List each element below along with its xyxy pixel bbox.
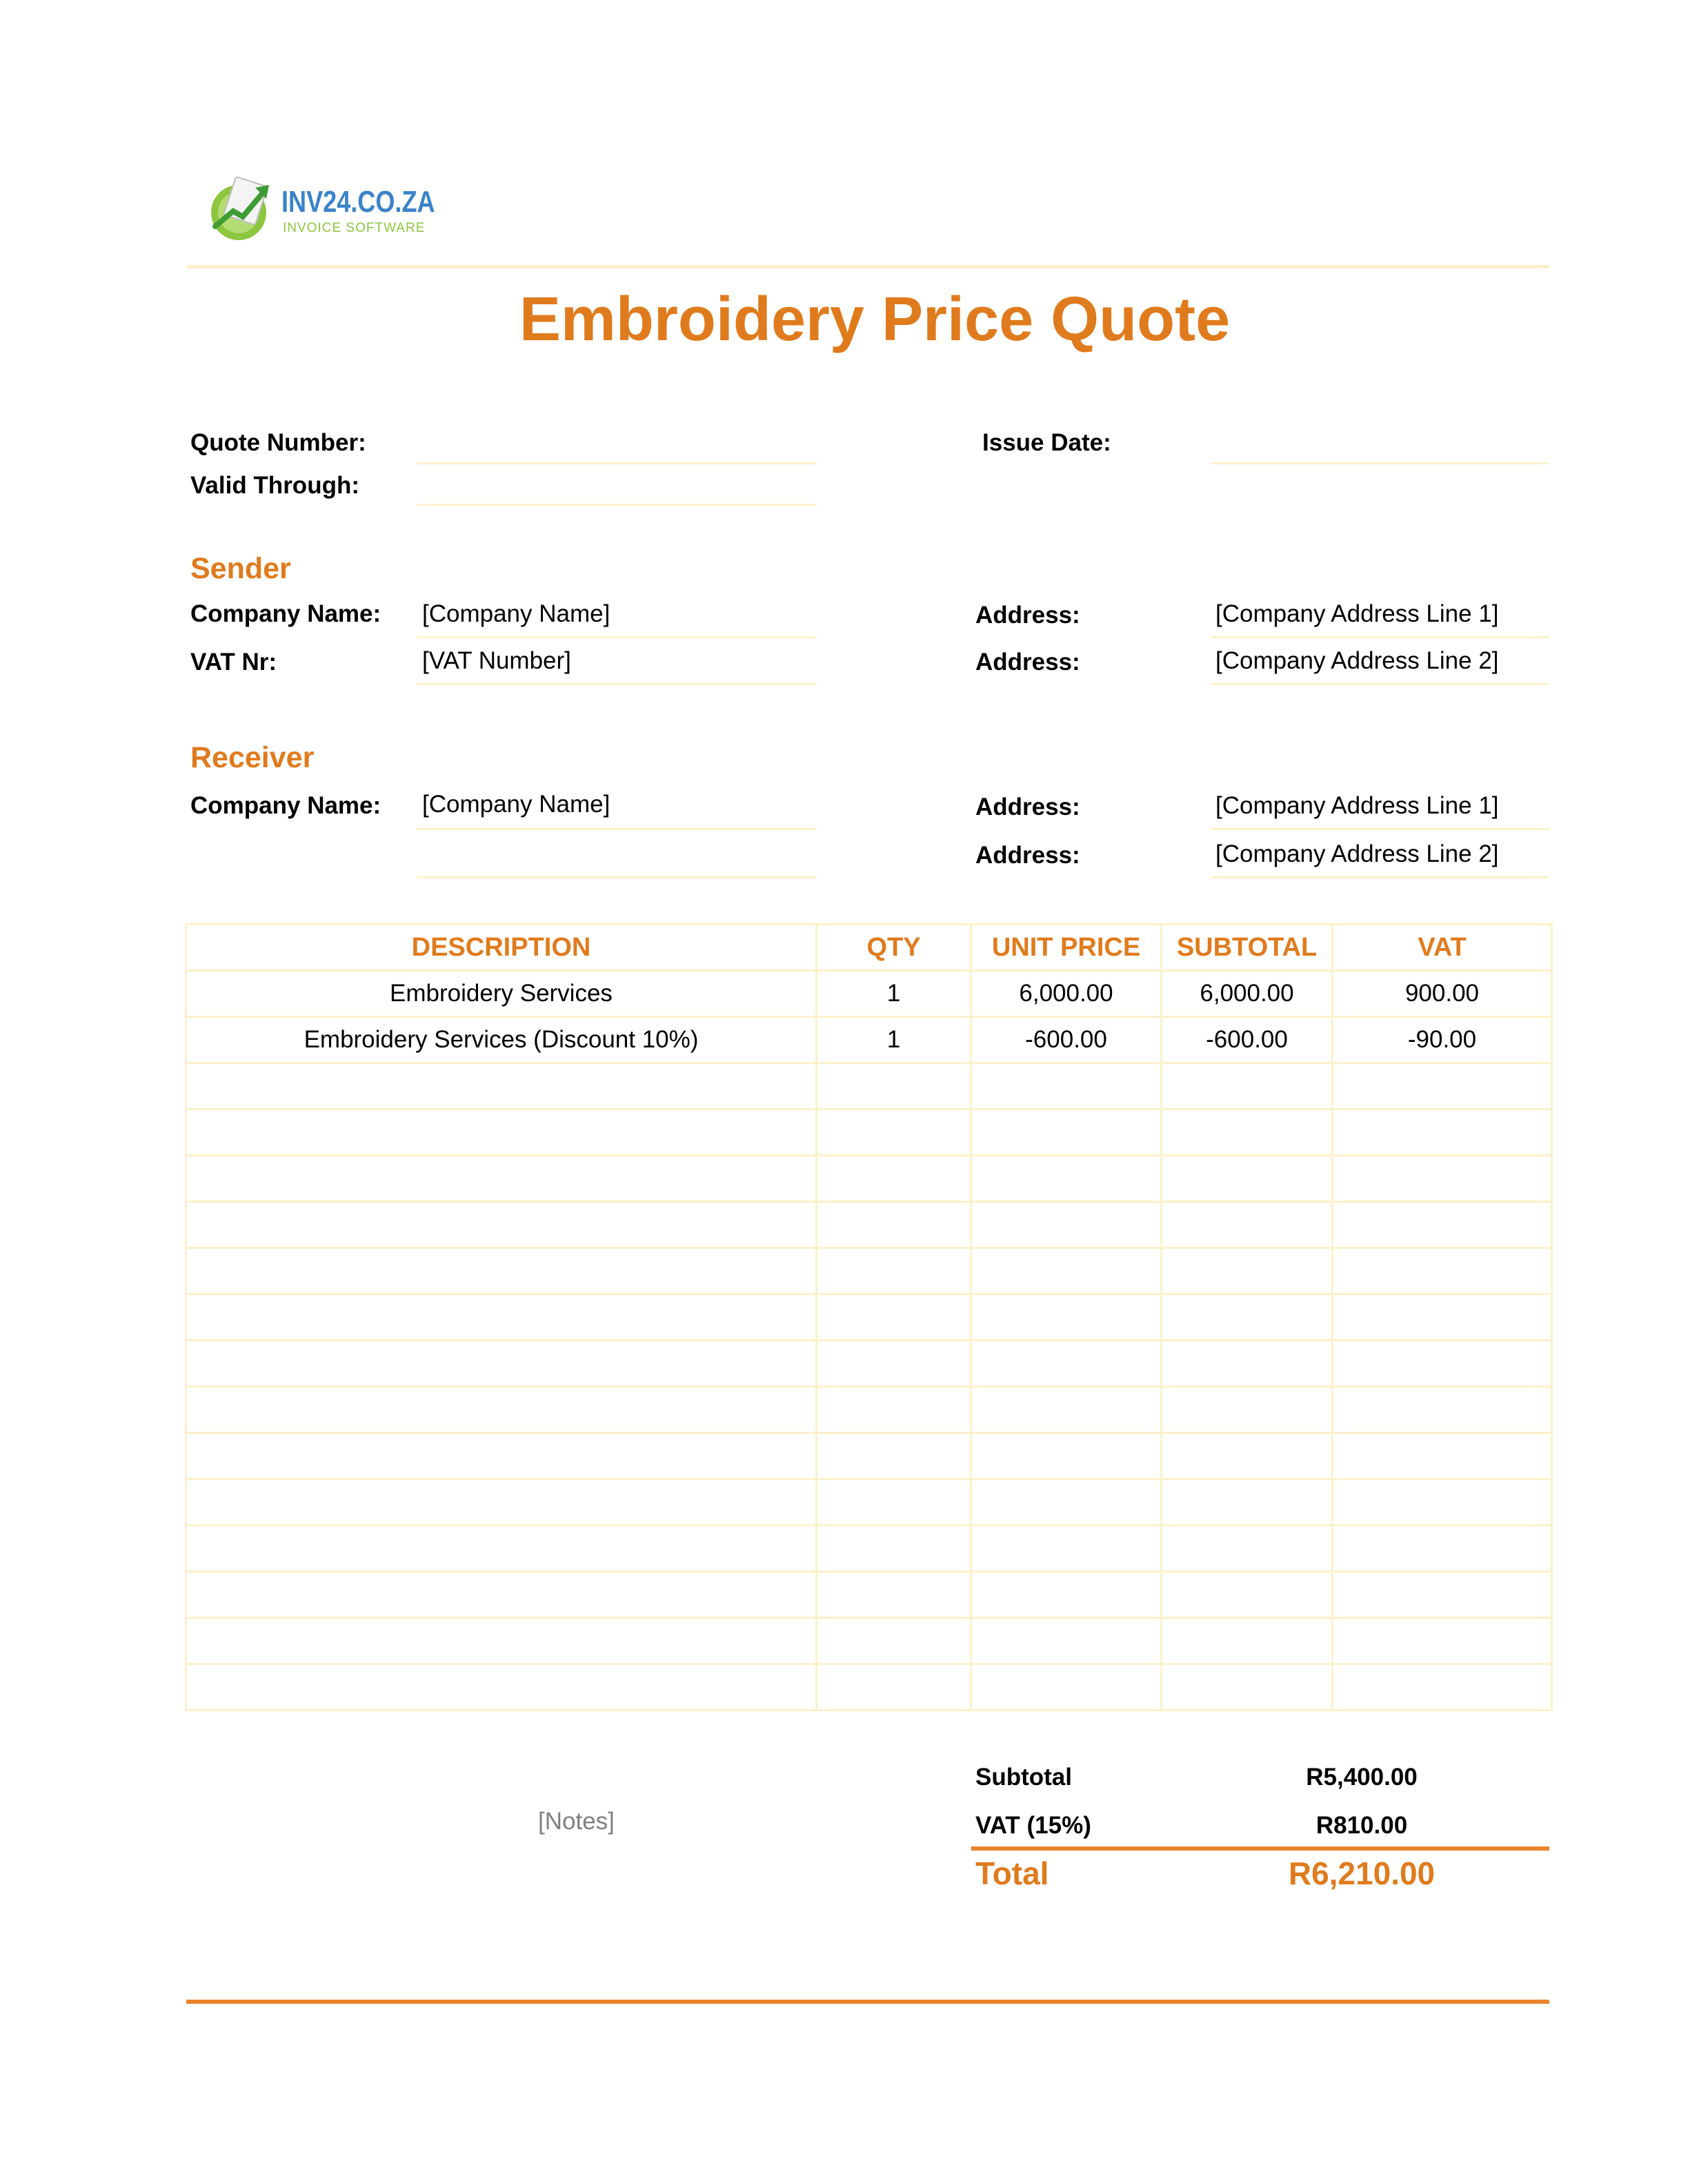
cell-subtotal[interactable] [1162,1110,1333,1156]
table-row [186,1618,1552,1664]
cell-description[interactable] [186,1202,817,1248]
cell-qty[interactable] [817,1526,971,1572]
cell-unit-price[interactable] [971,1387,1162,1433]
quote-number-underline [417,462,817,464]
cell-qty[interactable] [817,1063,971,1110]
cell-subtotal[interactable] [1162,1433,1333,1479]
cell-qty[interactable] [817,1572,971,1618]
sender-address2-label: Address: [975,649,1080,676]
cell-description[interactable] [186,1387,817,1433]
cell-subtotal[interactable] [1162,1387,1333,1433]
cell-description[interactable] [186,1156,817,1202]
cell-qty[interactable]: 1 [817,1017,971,1063]
table-row [186,1156,1552,1202]
sender-address2-value[interactable]: [Company Address Line 2] [1215,647,1499,674]
cell-subtotal[interactable] [1162,1063,1333,1110]
cell-qty[interactable] [817,1294,971,1341]
table-row [186,1294,1552,1341]
cell-unit-price[interactable] [971,1433,1162,1479]
cell-unit-price[interactable] [971,1110,1162,1156]
table-row [186,1341,1552,1387]
cell-unit-price[interactable] [971,1341,1162,1387]
valid-through-underline [417,504,817,506]
page-title: Embroidery Price Quote [519,285,1231,354]
cell-vat[interactable] [1333,1110,1552,1156]
col-header-vat: VAT [1333,925,1552,971]
col-header-description: DESCRIPTION [186,925,817,971]
receiver-address2-label: Address: [975,842,1080,869]
cell-unit-price[interactable] [971,1526,1162,1572]
cell-description[interactable] [186,1572,817,1618]
cell-vat[interactable] [1333,1341,1552,1387]
receiver-heading: Receiver [190,741,315,774]
cell-description[interactable] [186,1341,817,1387]
cell-unit-price[interactable]: -600.00 [971,1017,1162,1063]
table-row [186,1063,1552,1110]
cell-unit-price[interactable]: 6,000.00 [971,971,1162,1017]
cell-unit-price[interactable] [971,1664,1162,1711]
receiver-blank-underline [417,876,817,878]
table-row [186,1572,1552,1618]
sender-company-underline [417,636,817,638]
subtotal-value: R5,400.00 [1306,1764,1418,1791]
logo-name: INV24.CO.ZA [281,185,435,219]
cell-description[interactable] [186,1618,817,1664]
cell-vat[interactable] [1333,1387,1552,1433]
table-row [186,1017,1552,1063]
cell-unit-price[interactable] [971,1063,1162,1110]
cell-unit-price[interactable] [971,1248,1162,1294]
cell-unit-price[interactable] [971,1572,1162,1618]
logo-icon [206,175,277,242]
cell-subtotal[interactable] [1162,1479,1333,1526]
cell-subtotal[interactable] [1162,1341,1333,1387]
receiver-address2-value[interactable]: [Company Address Line 2] [1215,840,1499,867]
cell-description[interactable]: Embroidery Services (Discount 10%) [186,1017,817,1063]
cell-qty[interactable] [817,1341,971,1387]
table-row [186,1387,1552,1433]
grand-total-label: Total [975,1855,1049,1891]
cell-description[interactable] [186,1479,817,1526]
valid-through-label: Valid Through: [190,472,359,499]
table-header-row [186,925,1552,971]
table-row [186,1110,1552,1156]
quote-number-label: Quote Number: [190,429,366,456]
table-row [186,971,1552,1017]
cell-vat[interactable] [1333,1526,1552,1572]
cell-qty[interactable] [817,1433,971,1479]
cell-vat[interactable] [1333,1572,1552,1618]
cell-subtotal[interactable]: 6,000.00 [1162,971,1333,1017]
sender-address1-underline [1211,636,1549,638]
cell-qty[interactable] [817,1156,971,1202]
cell-subtotal[interactable] [1162,1294,1333,1341]
sender-heading: Sender [190,552,291,585]
items-table [185,923,1553,1711]
cell-vat[interactable] [1333,1063,1552,1110]
table-row [186,1248,1552,1294]
cell-vat[interactable]: 900.00 [1333,971,1552,1017]
vat-total-value: R810.00 [1315,1812,1408,1839]
bottom-divider [186,2000,1549,2004]
table-row [186,1664,1552,1711]
cell-vat[interactable]: -90.00 [1333,1017,1552,1063]
cell-vat[interactable] [1333,1433,1552,1479]
cell-description[interactable] [186,1248,817,1294]
cell-qty[interactable] [817,1110,971,1156]
cell-qty[interactable] [817,1202,971,1248]
cell-subtotal[interactable] [1162,1618,1333,1664]
table-row [186,1433,1552,1479]
col-header-subtotal: SUBTOTAL [1162,925,1333,971]
table-row [186,1526,1552,1572]
cell-description[interactable]: Embroidery Services [186,971,817,1017]
cell-subtotal[interactable] [1162,1202,1333,1248]
cell-description[interactable] [186,1433,817,1479]
sender-company-label: Company Name: [190,600,381,627]
total-divider [971,1846,1549,1851]
cell-qty[interactable] [817,1618,971,1664]
cell-subtotal[interactable] [1162,1156,1333,1202]
cell-qty[interactable] [817,1479,971,1526]
grand-total-value: R6,210.00 [1288,1855,1436,1891]
notes-field[interactable]: [Notes] [538,1808,615,1835]
issue-date-label: Issue Date: [982,429,1111,456]
cell-qty[interactable] [817,1387,971,1433]
sender-vat-underline [417,683,817,685]
col-header-qty: QTY [817,925,971,971]
receiver-company-label: Company Name: [190,792,381,819]
receiver-address2-underline [1211,876,1549,878]
cell-vat[interactable] [1333,1664,1552,1711]
cell-qty[interactable]: 1 [817,971,971,1017]
cell-vat[interactable] [1333,1248,1552,1294]
issue-date-underline [1211,462,1549,464]
cell-vat[interactable] [1333,1202,1552,1248]
receiver-address1-value[interactable]: [Company Address Line 1] [1215,792,1499,819]
cell-unit-price[interactable] [971,1202,1162,1248]
cell-vat[interactable] [1333,1618,1552,1664]
cell-description[interactable] [186,1294,817,1341]
vat-total-label: VAT (15%) [975,1812,1091,1839]
cell-qty[interactable] [817,1248,971,1294]
cell-description[interactable] [186,1526,817,1572]
top-divider [186,265,1549,268]
receiver-address1-label: Address: [975,794,1080,820]
col-header-unit-price: UNIT PRICE [971,925,1162,971]
cell-vat[interactable] [1333,1294,1552,1341]
cell-subtotal[interactable] [1162,1526,1333,1572]
sender-address1-value[interactable]: [Company Address Line 1] [1215,600,1499,627]
cell-subtotal[interactable]: -600.00 [1162,1017,1333,1063]
sender-address1-label: Address: [975,602,1080,629]
table-row [186,1479,1552,1526]
cell-subtotal[interactable] [1162,1248,1333,1294]
cell-subtotal[interactable] [1162,1664,1333,1711]
cell-subtotal[interactable] [1162,1572,1333,1618]
cell-vat[interactable] [1333,1156,1552,1202]
cell-unit-price[interactable] [971,1294,1162,1341]
sender-address2-underline [1211,683,1549,685]
sender-company-value[interactable]: [Company Name] [422,600,610,627]
sender-vat-label: VAT Nr: [190,649,277,676]
cell-description[interactable] [186,1110,817,1156]
receiver-address1-underline [1211,828,1549,830]
cell-unit-price[interactable] [971,1479,1162,1526]
sender-vat-value[interactable]: [VAT Number] [422,647,571,674]
subtotal-label: Subtotal [975,1764,1072,1791]
logo-tagline: INVOICE SOFTWARE [283,221,426,235]
receiver-company-value[interactable]: [Company Name] [422,791,610,818]
cell-unit-price[interactable] [971,1156,1162,1202]
cell-qty[interactable] [817,1664,971,1711]
cell-description[interactable] [186,1664,817,1711]
receiver-company-underline [417,828,817,830]
table-row [186,1202,1552,1248]
cell-vat[interactable] [1333,1479,1552,1526]
cell-unit-price[interactable] [971,1618,1162,1664]
cell-description[interactable] [186,1063,817,1110]
